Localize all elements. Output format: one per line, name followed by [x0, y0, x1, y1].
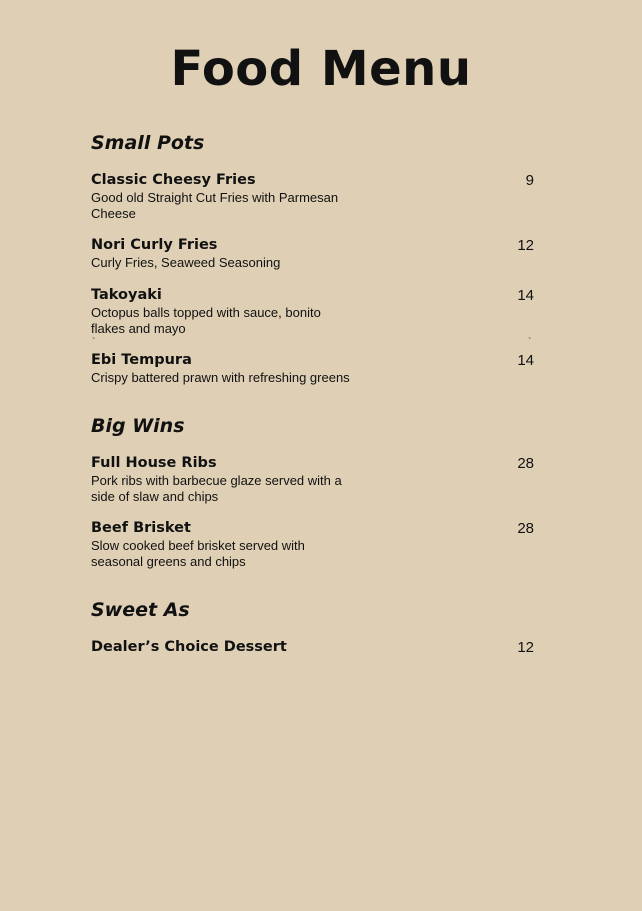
stray-mark-right: ` [528, 337, 532, 348]
item-name: Ebi Tempura [91, 352, 192, 368]
stray-mark-left: ` [92, 337, 96, 348]
item-description: Slow cooked beef brisket served with seasonal greens and chips [91, 538, 305, 569]
item-name: Beef Brisket [91, 520, 191, 536]
item-price: 28 [517, 455, 534, 472]
item-price: 28 [517, 520, 534, 537]
menu-item-full-house-ribs [91, 454, 536, 505]
item-name: Nori Curly Fries [91, 237, 218, 253]
menu-item-beef-brisket [91, 519, 536, 570]
menu-item-nori-curly-fries [91, 236, 536, 271]
menu-item-ebi-tempura [91, 351, 536, 386]
item-description: Pork ribs with barbecue glaze served with a side of slaw and chips [91, 473, 342, 504]
menu-item-dealers-choice-dessert [91, 638, 536, 656]
item-name: Classic Cheesy Fries [91, 172, 256, 188]
item-name: Full House Ribs [91, 455, 217, 471]
item-name: Dealer’s Choice Dessert [91, 639, 287, 655]
menu-item-takoyaki [91, 286, 536, 337]
item-description: Octopus balls topped with sauce, bonito flakes and mayo [91, 305, 321, 336]
item-name: Takoyaki [91, 287, 162, 303]
menu-item-classic-cheesy-fries [91, 171, 536, 222]
item-price: 14 [517, 287, 534, 304]
item-price: 14 [517, 352, 534, 369]
menu-title: Food Menu [170, 41, 472, 97]
section-heading-sweet-as: Sweet As [91, 599, 190, 621]
item-price: 9 [525, 172, 534, 189]
item-price: 12 [517, 237, 534, 254]
section-heading-small-pots: Small Pots [91, 132, 205, 154]
item-description: Curly Fries, Seaweed Seasoning [91, 255, 281, 270]
item-description: Crispy battered prawn with refreshing greens [91, 370, 350, 385]
section-heading-big-wins: Big Wins [91, 415, 185, 437]
item-price: 12 [517, 639, 534, 656]
item-description: Good old Straight Cut Fries with Parmesan Cheese [91, 190, 339, 221]
